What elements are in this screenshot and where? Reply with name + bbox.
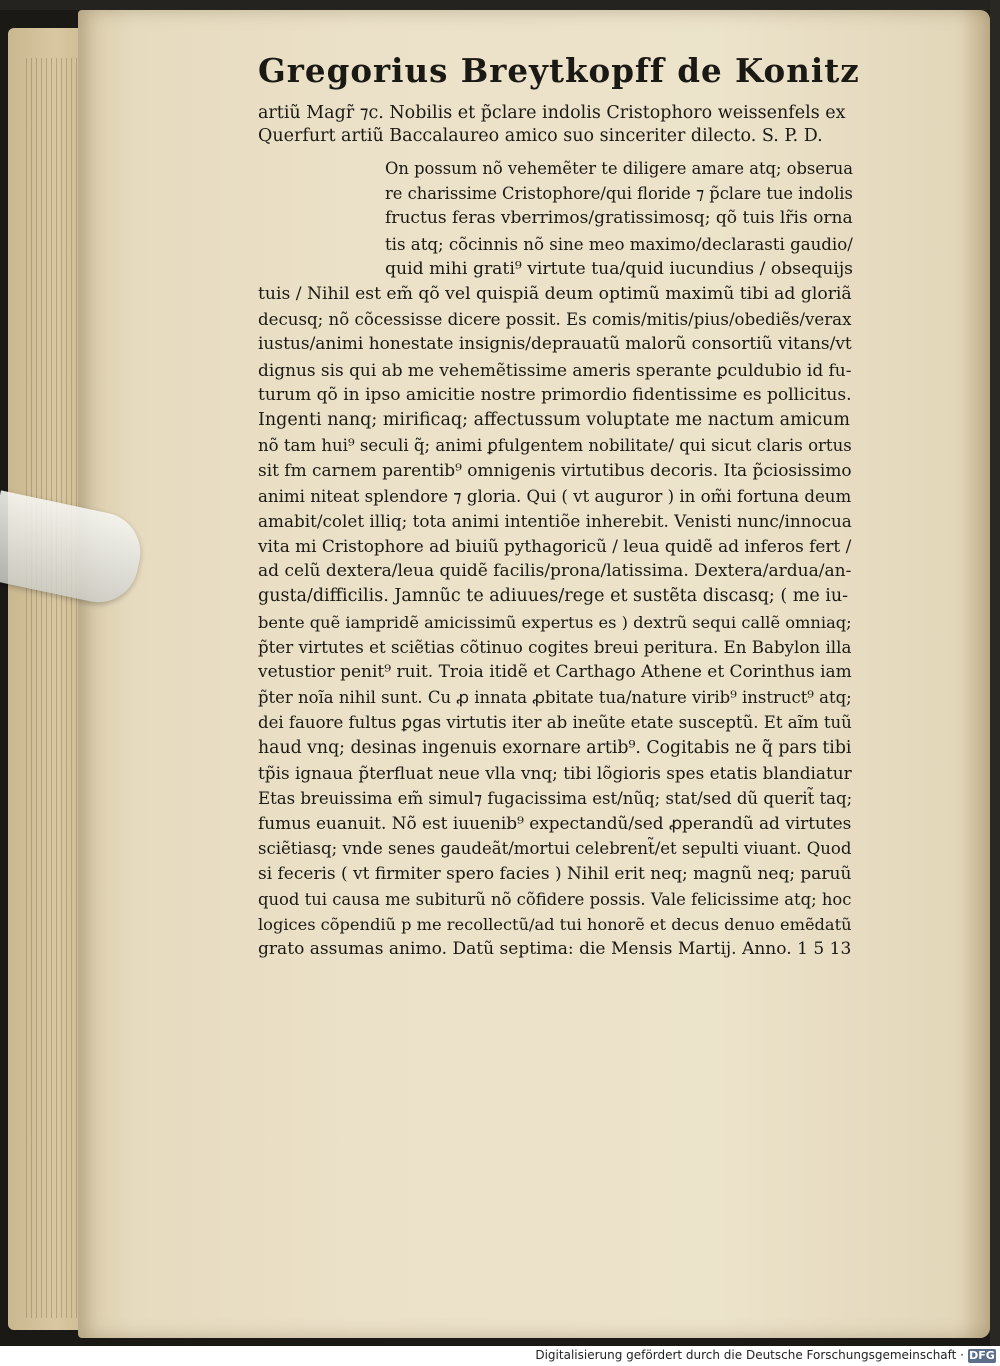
body-line: dignus sis qui ab me vehemẽtissime ameris sperante ꝑculdubio id fu- [258,359,852,380]
page-text [258,40,858,963]
body-line: haud vnq; desinas ingenuis exornare artib⁹. Cogitabis ne q̃ pars tibi [258,737,852,758]
letter-body [258,156,858,963]
digitization-footer [0,1346,1000,1366]
scanner-right-edge [990,0,1000,1346]
body-line: tp̃is ignaua p̃terfluat neue vlla vnq; tibi lõgioris spes etatis blandiatur [258,762,852,783]
body-line: Ingenti nanq; mirificaq; affectussum voluptate me nactum amicum [258,410,850,431]
body-line: tuis / Nihil est em̃ qõ vel quispiã deum optimũ maximũ tibi ad gloriã [258,284,852,305]
page-right-edge [962,10,990,1338]
body-line: si feceris ( vt firmiter spero facies ) Nihil erit neq; magnũ neq; paruũ [258,863,852,884]
body-line: nõ tam hui⁹ seculi q̃; animi ꝑfulgentem nobilitate/ qui sicut claris ortus [258,436,852,456]
body-line: tis atq; cõcinnis nõ sine meo maximo/declarasti gaudio/ [385,234,853,254]
page-title: Gregorius Breytkopff de Konitz [258,51,860,90]
body-line: bente quẽ iampridẽ amicissimũ expertus es ) dextrũ sequi callẽ omniaq; [258,612,852,632]
body-line: ad celũ dextera/leua quidẽ facilis/prona/latissima. Dextera/ardua/an- [258,561,852,582]
body-line: p̃ter noĩa nihil sunt. Cu ꝓ innata ꝓbitate tua/nature virib⁹ instruct⁹ atq; [258,688,852,708]
body-line: sciẽtiasq; vnde senes gaudeãt/mortui celebrent̃/et sepulti viuant. Quod [258,839,852,859]
body-line: Etas breuissima em̃ simul⁊ fugacissima est/nũq; stat/sed dũ querit̃ taq; [258,789,853,809]
body-line: fumus euanuit. Nõ est iuuenib⁹ expectandũ/sed ꝓperandũ ad virtutes [258,813,852,834]
body-line: gusta/difficilis. Jamnũc te adiuues/rege et sustẽta discasq; ( me iu- [258,586,849,607]
body-line: dei fauore fultus ꝑgas virtutis iter ab ineũte etate susceptũ. Et aĩm tuũ [258,713,852,733]
address-line-2: Querfurt artiũ Baccalaureo amico suo sinceriter dilecto. S. P. D. [258,126,823,146]
body-line: vetustior penit⁹ ruit. Troia itidẽ et Carthago Athene et Corinthus iam [258,662,852,683]
address-line-1: artiũ Magr̃ ⁊c. Nobilis et p̃clare indolis Cristophoro weissenfels ex [258,103,846,123]
body-line: p̃ter virtutes et sciẽtias cõtinuo cogites breui peritura. En Babylon illa [258,637,852,657]
body-line: sit fm carnem parentib⁹ omnigenis virtutibus decoris. Ita p̃ciosissimo [258,460,852,481]
footer-credit: Digitalisierung gefördert durch die Deutsche Forschungsgemeinschaft · [535,1348,964,1362]
body-line: quod tui causa me subiturũ nõ cõfidere possis. Vale felicissime atq; hoc [258,889,852,909]
body-line: amabit/colet illiq; tota animi intentiõe inherebit. Venisti nunc/innocua [258,510,852,531]
body-line: turum qõ in ipso amicitie nostre primordio fidentissime es pollicitus. [258,384,852,405]
scanner-top-edge [0,0,1000,10]
body-line: fructus feras vberrimos/gratissimosq; qõ tuis lr̃is orna [385,208,853,229]
body-line: vita mi Cristophore ad biuiũ pythagoricũ / leua quidẽ ad inferos fert / [258,536,852,557]
body-line: On possum nõ vehemẽter te diligere amare atq; obserua [385,159,854,178]
body-line: iustus/animi honestate insignis/deprauatũ malorũ consortiũ vitans/vt [258,334,852,355]
body-line: decusq; nõ cõcessisse dicere possit. Es comis/mitis/pius/obediẽs/verax [258,310,852,330]
body-line: logices cõpendiũ p me recollectũ/ad tui honorẽ et decus denuo emẽdatũ [258,915,852,935]
body-line: animi niteat splendore ⁊ gloria. Qui ( vt auguror ) in om̃i fortuna deum [258,486,852,506]
body-line: grato assumas animo. Datũ septima: die Mensis Martij. Anno. 1 5 13 [258,939,852,960]
dfg-logo-icon: DFG [969,1349,995,1362]
body-line: quid mihi grati⁹ virtute tua/quid iucundius / obsequijs [385,258,853,279]
body-line: re charissime Cristophore/qui floride ⁊ p̃clare tue indolis [385,184,853,204]
